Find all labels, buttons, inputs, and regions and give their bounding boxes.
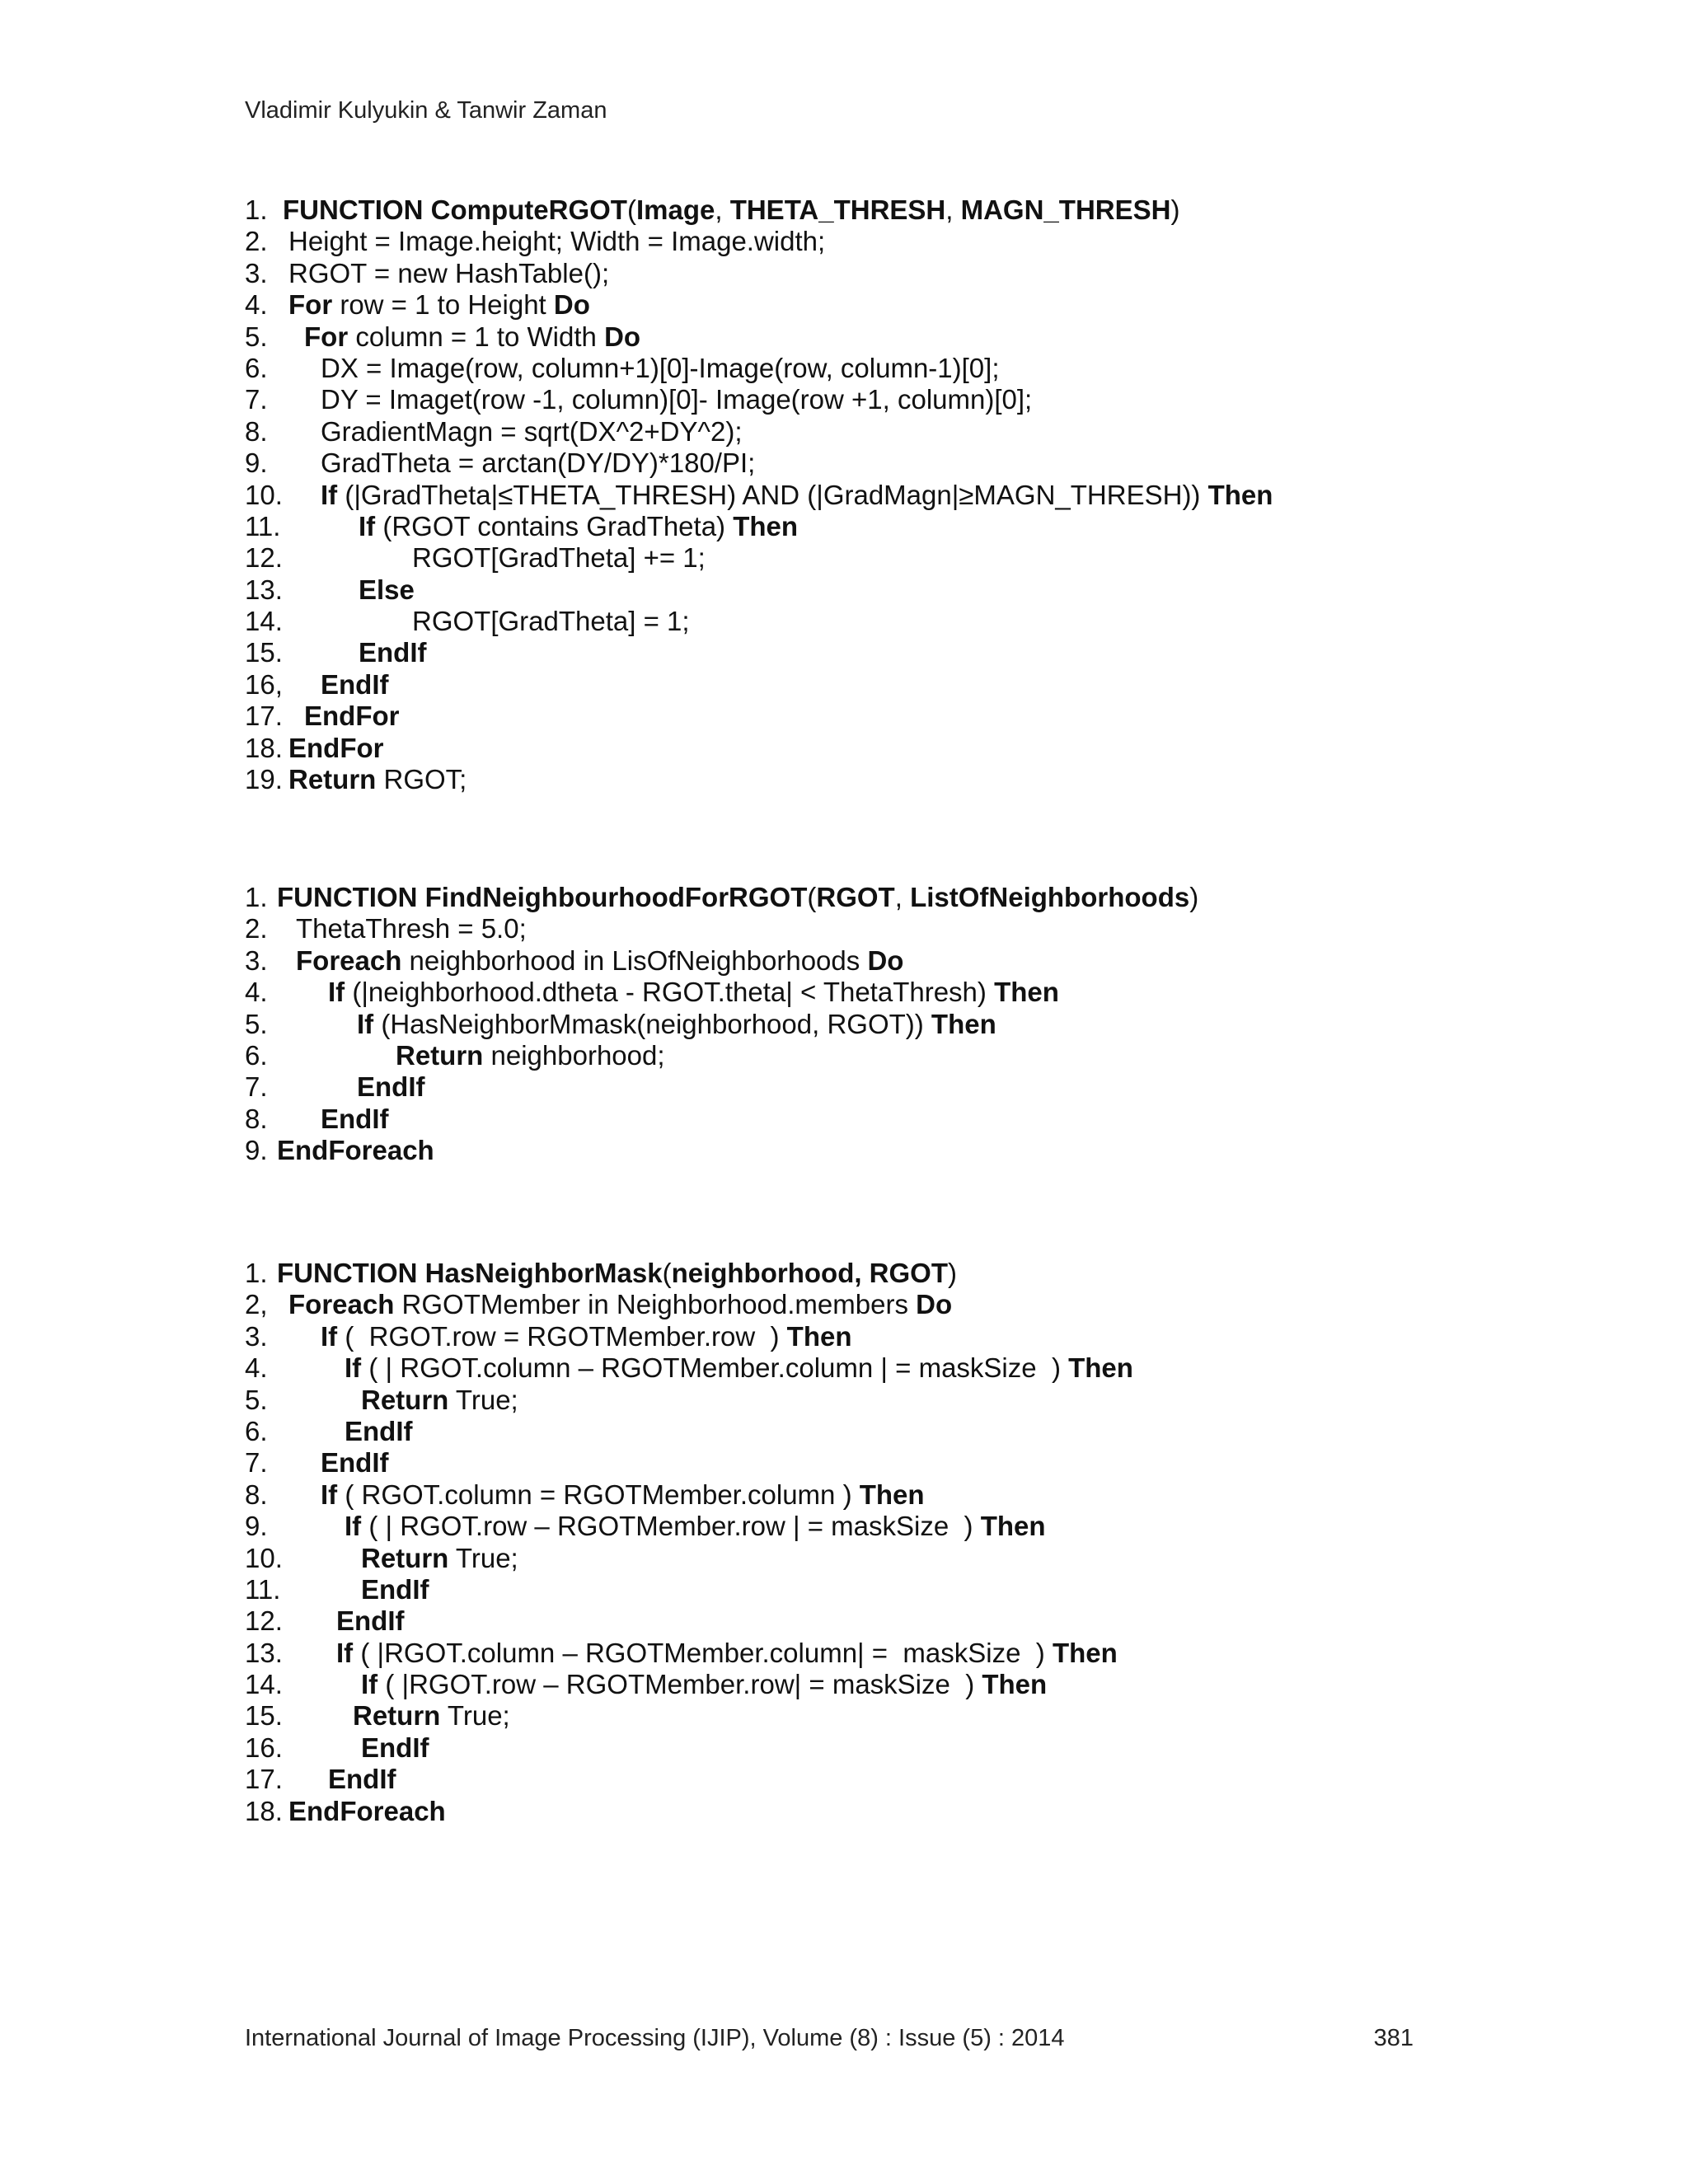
- line-number: 12.: [245, 542, 283, 574]
- line-number: 6.: [245, 1039, 268, 1071]
- code-segment: GradientMagn = sqrt(DX^2+DY^2);: [321, 415, 743, 447]
- code-line: [245, 448, 1481, 479]
- code-line: [245, 1700, 1481, 1732]
- code-keyword: Return: [361, 1542, 449, 1573]
- code-line: [245, 1009, 1481, 1040]
- code-keyword: Do: [916, 1289, 953, 1320]
- line-number: 11.: [245, 510, 281, 541]
- code-line: [245, 606, 1481, 637]
- code-line: [245, 637, 1481, 668]
- line-number: 2,: [245, 1289, 268, 1320]
- code-keyword: FUNCTION FindNeighbourhoodForRGOT: [277, 882, 808, 912]
- code-line: [245, 542, 1481, 574]
- code-keyword: If: [345, 1511, 362, 1542]
- code-keyword: EndIf: [361, 1573, 429, 1605]
- code-keyword: EndIf: [357, 1071, 425, 1103]
- code-segment: GradTheta = arctan(DY/DY)*180/PI;: [321, 448, 756, 479]
- algorithm-compute-rgot: [245, 194, 1481, 795]
- line-number: 15.: [245, 637, 283, 668]
- code-line: [245, 416, 1481, 448]
- code-segment: DX = Image(row, column+1)[0]-Image(row, column-1)[0];: [321, 352, 1000, 383]
- line-number: 14.: [245, 606, 283, 637]
- code-keyword: If: [321, 1320, 338, 1352]
- code-keyword: If: [336, 1637, 354, 1668]
- code-keyword: If: [345, 1352, 362, 1384]
- line-number: 9.: [245, 448, 268, 479]
- code-keyword: Then: [786, 1320, 852, 1352]
- line-number: 3.: [245, 257, 268, 288]
- code-keyword: If: [359, 510, 376, 541]
- code-segment: Height = Image.height; Width = Image.width;: [288, 226, 826, 257]
- line-number: 1.: [245, 882, 268, 912]
- code-segment: (|neighborhood.dtheta - RGOT.theta| < ThetaThresh): [345, 977, 995, 1008]
- code-text: [296, 913, 527, 944]
- code-keyword: Then: [733, 510, 799, 541]
- line-number: 15.: [245, 1700, 283, 1732]
- code-line: [245, 1479, 1481, 1511]
- code-keyword: EndIf: [321, 668, 389, 700]
- line-number: 10.: [245, 1542, 283, 1573]
- code-text: [359, 637, 426, 668]
- code-keyword: Else: [359, 574, 415, 605]
- code-text: [321, 1321, 851, 1352]
- code-segment: True;: [448, 1542, 518, 1573]
- code-text: [353, 1700, 510, 1732]
- algorithm-find-neighbourhood-for-rgot: [245, 882, 1481, 1167]
- line-number: 14.: [245, 1669, 283, 1700]
- code-text: [361, 1543, 518, 1574]
- line-number: 1.: [245, 194, 268, 225]
- code-keyword: EndFor: [304, 701, 400, 732]
- code-line: [245, 882, 1481, 913]
- code-segment: column = 1 to Width: [348, 321, 605, 352]
- code-text: [288, 258, 609, 289]
- code-keyword: FUNCTION HasNeighborMask: [277, 1258, 663, 1288]
- code-keyword: MAGN_THRESH: [960, 194, 1171, 225]
- code-segment: (HasNeighborMmask(neighborhood, RGOT)): [373, 1008, 931, 1039]
- code-text: [328, 977, 1059, 1008]
- line-number: 8.: [245, 1479, 268, 1510]
- line-number: 1.: [245, 1258, 268, 1288]
- line-number: 2.: [245, 226, 268, 257]
- code-text: [321, 416, 743, 448]
- code-text: [361, 1385, 518, 1416]
- line-number: 6.: [245, 352, 268, 383]
- code-keyword: Image: [635, 194, 715, 225]
- code-keyword: Foreach: [296, 944, 402, 976]
- code-text: [321, 480, 1273, 511]
- code-keyword: If: [357, 1008, 374, 1039]
- code-keyword: EndForeach: [288, 1795, 446, 1826]
- code-line: [245, 1071, 1481, 1103]
- code-text: [396, 1040, 665, 1071]
- code-text: [321, 1104, 388, 1135]
- code-line: [245, 945, 1481, 977]
- code-keyword: Then: [859, 1479, 925, 1510]
- code-keyword: Then: [1052, 1637, 1118, 1668]
- code-text: [357, 1009, 996, 1040]
- code-keyword: EndFor: [288, 732, 384, 763]
- code-line: [245, 1796, 1481, 1827]
- code-line: [245, 289, 1481, 321]
- code-segment: (: [807, 882, 817, 912]
- code-text: [321, 384, 1032, 415]
- code-keyword: Then: [931, 1008, 996, 1039]
- code-keyword: For: [304, 321, 349, 352]
- page-number: 381: [1373, 2025, 1414, 2051]
- code-segment: ,: [894, 882, 911, 912]
- code-segment: True;: [440, 1700, 510, 1732]
- code-segment: row = 1 to Height: [332, 289, 554, 321]
- code-keyword: EndIf: [336, 1605, 405, 1637]
- code-text: [288, 226, 825, 257]
- line-number: 4.: [245, 1352, 268, 1384]
- code-line: [245, 1574, 1481, 1605]
- code-text: [304, 701, 399, 732]
- code-segment: (: [662, 1258, 672, 1288]
- line-number: 18.: [245, 1795, 283, 1826]
- code-keyword: Do: [867, 944, 904, 976]
- code-keyword: If: [321, 479, 338, 510]
- code-keyword: Then: [982, 1669, 1048, 1700]
- code-text: [359, 511, 798, 542]
- code-text: [283, 194, 1179, 226]
- code-segment: RGOT[GradTheta] = 1;: [412, 606, 690, 637]
- code-text: [321, 1447, 388, 1479]
- code-segment: ): [1189, 882, 1199, 912]
- code-text: [328, 1764, 396, 1795]
- code-line: [245, 480, 1481, 511]
- code-keyword: If: [361, 1669, 378, 1700]
- code-text: [288, 289, 590, 321]
- line-number: 5.: [245, 1008, 268, 1039]
- code-line: [245, 1638, 1481, 1669]
- code-keyword: Foreach: [288, 1289, 395, 1320]
- code-segment: neighborhood in LisOfNeighborhoods: [401, 944, 868, 976]
- code-line: [245, 321, 1481, 353]
- code-text: [321, 669, 388, 701]
- code-segment: RGOT[GradTheta] += 1;: [412, 542, 706, 574]
- code-segment: (RGOT contains GradTheta): [375, 510, 734, 541]
- line-number: 13.: [245, 574, 283, 605]
- code-line: [245, 1669, 1481, 1700]
- code-line: [245, 1447, 1481, 1479]
- code-segment: ( RGOT.column = RGOTMember.column ): [337, 1479, 860, 1510]
- code-segment: RGOTMember in Neighborhood.members: [394, 1289, 917, 1320]
- code-keyword: Return: [288, 764, 377, 795]
- code-text: [288, 764, 467, 795]
- code-keyword: Do: [604, 321, 641, 352]
- code-keyword: Return: [396, 1039, 484, 1071]
- code-text: [288, 1796, 446, 1827]
- line-number: 9.: [245, 1511, 268, 1542]
- code-text: [357, 1071, 424, 1103]
- line-number: 4.: [245, 977, 268, 1008]
- code-text: [288, 733, 383, 764]
- code-keyword: EndIf: [321, 1103, 389, 1134]
- code-line: [245, 1385, 1481, 1416]
- code-segment: ( |RGOT.row – RGOTMember.row| = maskSize ): [377, 1669, 982, 1700]
- code-keyword: FUNCTION ComputeRGOT: [283, 194, 627, 225]
- line-number: 7.: [245, 1071, 268, 1103]
- code-keyword: EndIf: [321, 1447, 389, 1479]
- code-segment: (|GradTheta|≤THETA_THRESH) AND (|GradMagn|≥MAGN_THRESH)): [337, 479, 1208, 510]
- footer-journal-citation: International Journal of Image Processing (IJIP), Volume (8) : Issue (5) : 2014: [245, 2025, 1065, 2051]
- line-number: 8.: [245, 1103, 268, 1134]
- line-number: 4.: [245, 289, 268, 321]
- code-keyword: EndIf: [345, 1415, 413, 1446]
- code-text: [321, 1479, 925, 1511]
- code-keyword: EndIf: [361, 1732, 429, 1763]
- code-line: [245, 1289, 1481, 1320]
- code-keyword: Return: [353, 1700, 441, 1732]
- code-keyword: Then: [1068, 1352, 1133, 1384]
- line-number: 3.: [245, 1320, 268, 1352]
- code-line: [245, 226, 1481, 257]
- code-line: [245, 1040, 1481, 1071]
- code-segment: DY = Imaget(row -1, column)[0]- Image(row +1, column)[0];: [321, 384, 1033, 415]
- code-line: [245, 764, 1481, 795]
- code-segment: ThetaThresh = 5.0;: [296, 913, 527, 944]
- code-keyword: Then: [1207, 479, 1273, 510]
- code-segment: ,: [945, 194, 961, 225]
- code-keyword: EndForeach: [277, 1135, 434, 1166]
- code-text: [345, 1511, 1046, 1542]
- code-keyword: For: [288, 289, 333, 321]
- line-number: 6.: [245, 1415, 268, 1446]
- code-line: [245, 1416, 1481, 1447]
- code-segment: RGOT;: [376, 764, 467, 795]
- code-text: [361, 1732, 429, 1764]
- code-line: [245, 701, 1481, 732]
- line-number: 5.: [245, 1384, 268, 1415]
- code-keyword: RGOT: [816, 882, 895, 912]
- running-header-authors: Vladimir Kulyukin & Tanwir Zaman: [245, 97, 607, 124]
- code-line: [245, 194, 1481, 226]
- code-line: [245, 1605, 1481, 1637]
- code-text: [277, 882, 1198, 913]
- line-number: 2.: [245, 913, 268, 944]
- line-number: 7.: [245, 1447, 268, 1479]
- code-line: [245, 733, 1481, 764]
- code-line: [245, 1321, 1481, 1352]
- code-keyword: EndIf: [359, 637, 427, 668]
- code-line: [245, 258, 1481, 289]
- code-text: [277, 1258, 957, 1289]
- line-number: 16.: [245, 1732, 283, 1763]
- code-line: [245, 669, 1481, 701]
- code-segment: ( | RGOT.row – RGOTMember.row | = maskSize ): [361, 1511, 981, 1542]
- line-number: 17.: [245, 701, 283, 732]
- code-text: [412, 606, 690, 637]
- code-line: [245, 511, 1481, 542]
- code-text: [321, 353, 1000, 384]
- code-text: [412, 542, 706, 574]
- code-text: [345, 1352, 1133, 1384]
- code-segment: ( |RGOT.column – RGOTMember.column| = maskSize ): [353, 1637, 1053, 1668]
- code-segment: ( | RGOT.column – RGOTMember.column | = maskSize ): [361, 1352, 1069, 1384]
- code-segment: RGOT = new HashTable();: [288, 257, 610, 288]
- code-segment: (: [626, 194, 636, 225]
- line-number: 17.: [245, 1764, 283, 1795]
- code-segment: ): [1170, 194, 1180, 225]
- line-number: 11.: [245, 1573, 281, 1605]
- code-line: [245, 1732, 1481, 1764]
- code-text: [336, 1638, 1118, 1669]
- line-number: 10.: [245, 479, 283, 510]
- code-line: [245, 574, 1481, 606]
- line-number: 3.: [245, 944, 268, 976]
- code-keyword: ListOfNeighborhoods: [910, 882, 1190, 912]
- code-line: [245, 977, 1481, 1008]
- line-number: 13.: [245, 1637, 283, 1668]
- code-keyword: Then: [994, 977, 1059, 1008]
- code-text: [304, 321, 640, 353]
- code-segment: ,: [715, 194, 730, 225]
- code-line: [245, 384, 1481, 415]
- code-text: [361, 1669, 1047, 1700]
- line-number: 8.: [245, 415, 268, 447]
- code-keyword: Return: [361, 1384, 449, 1415]
- code-keyword: If: [321, 1479, 338, 1510]
- code-text: [288, 1289, 952, 1320]
- code-text: [359, 574, 415, 606]
- code-keyword: neighborhood, RGOT: [671, 1258, 949, 1288]
- line-number: 9.: [245, 1135, 268, 1166]
- line-number: 18.: [245, 732, 283, 763]
- code-line: [245, 1104, 1481, 1135]
- code-text: [296, 945, 903, 977]
- code-line: [245, 1764, 1481, 1795]
- code-text: [321, 448, 755, 479]
- code-text: [277, 1135, 434, 1166]
- code-line: [245, 913, 1481, 944]
- code-segment: neighborhood;: [483, 1039, 665, 1071]
- code-text: [361, 1574, 429, 1605]
- code-line: [245, 1352, 1481, 1384]
- algorithm-has-neighbor-mask: [245, 1258, 1481, 1827]
- code-keyword: If: [328, 977, 345, 1008]
- code-text: [345, 1416, 412, 1447]
- line-number: 19.: [245, 764, 283, 795]
- code-line: [245, 1135, 1481, 1166]
- line-number: 5.: [245, 321, 268, 352]
- code-line: [245, 1511, 1481, 1542]
- code-segment: True;: [448, 1384, 518, 1415]
- code-keyword: Do: [553, 289, 590, 321]
- code-segment: ( RGOT.row = RGOTMember.row ): [337, 1320, 787, 1352]
- line-number: 12.: [245, 1605, 283, 1637]
- code-keyword: THETA_THRESH: [729, 194, 946, 225]
- code-keyword: Then: [980, 1511, 1046, 1542]
- code-line: [245, 353, 1481, 384]
- code-keyword: EndIf: [328, 1764, 396, 1795]
- line-number: 7.: [245, 384, 268, 415]
- line-number: 16,: [245, 668, 283, 700]
- code-text: [336, 1605, 404, 1637]
- code-segment: ): [948, 1258, 958, 1288]
- code-line: [245, 1543, 1481, 1574]
- code-line: [245, 1258, 1481, 1289]
